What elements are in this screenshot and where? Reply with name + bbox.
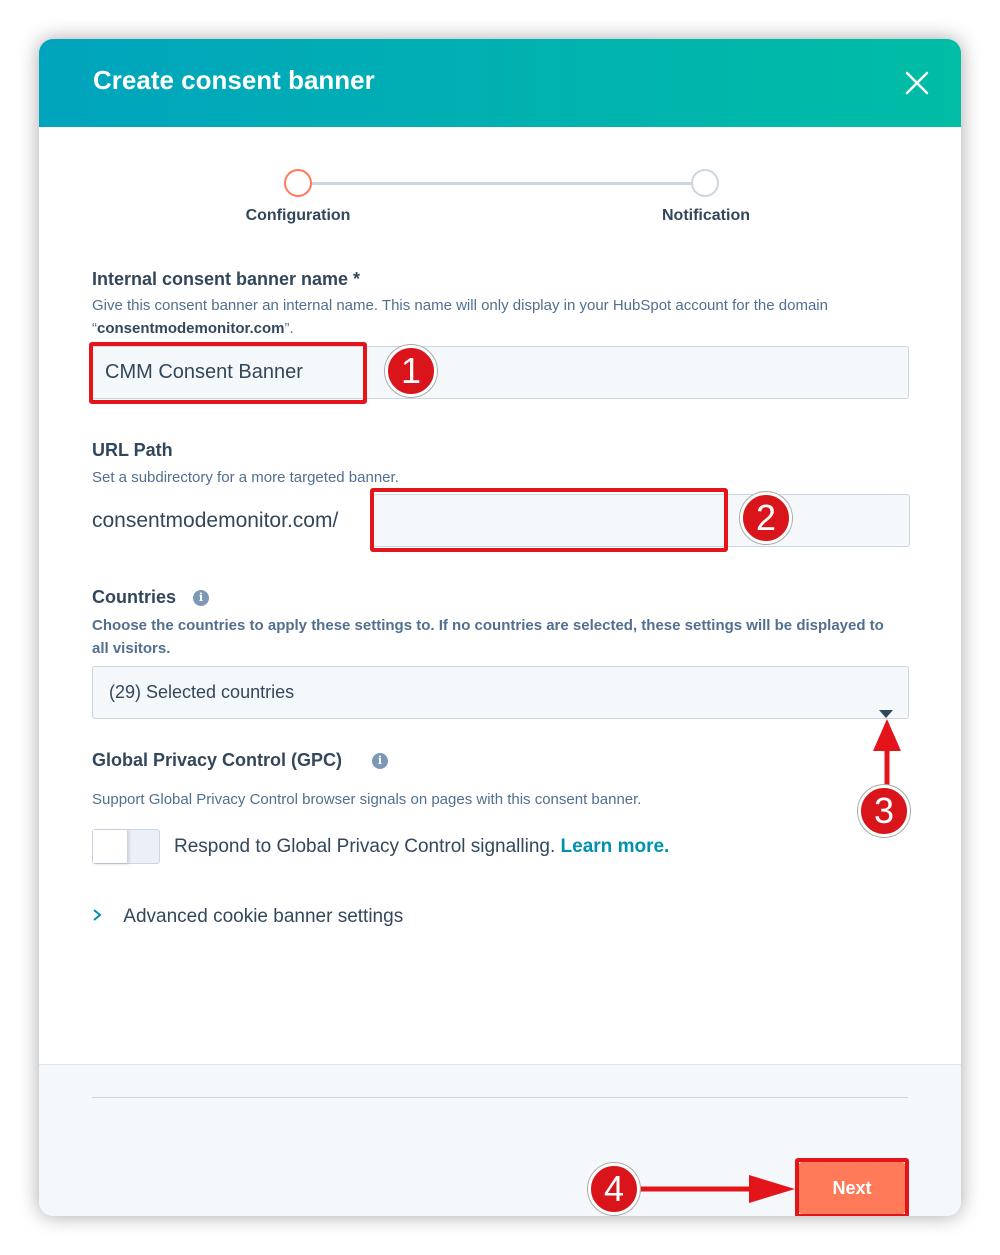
countries-selected-value: (29) Selected countries [109, 682, 295, 702]
gpc-info-icon[interactable]: i [372, 753, 388, 769]
banner-name-label: Internal consent banner name * [92, 269, 361, 289]
gpc-toggle-label: Respond to Global Privacy Control signalling. [174, 836, 556, 857]
step-notification-label: Notification [662, 207, 750, 224]
modal-title: Create consent banner [93, 65, 375, 95]
stepper-connector [312, 182, 702, 185]
learn-more-link[interactable]: Learn more. [560, 836, 670, 857]
modal-footer [39, 1064, 961, 1216]
url-path-help: Set a subdirectory for a more targeted banner. [92, 469, 399, 486]
step-configuration-indicator [284, 169, 312, 197]
chevron-right-icon [92, 906, 112, 928]
annotation-badge-2: 2 [740, 492, 792, 544]
step-configuration-label: Configuration [245, 207, 351, 224]
annotation-arrow-4 [639, 1171, 799, 1207]
info-icon[interactable]: i [193, 590, 209, 606]
create-consent-banner-modal [39, 39, 961, 1216]
step-notification-indicator [691, 169, 719, 197]
help-domain: consentmodemonitor.com [97, 320, 285, 337]
countries-help: Choose the countries to apply these settings to. If no countries are selected, these settings will be displayed to all visitors. [92, 617, 884, 657]
gpc-label: Global Privacy Control (GPC) [92, 750, 343, 770]
gpc-toggle[interactable] [92, 829, 160, 864]
countries-label: Countries [92, 587, 177, 607]
url-path-prefix: consentmodemonitor.com/ [92, 509, 339, 532]
banner-name-help: Give this consent banner an internal name. This name will only display in your HubSpot account for the domain “consentmodemonitor.com”. [92, 297, 828, 337]
countries-select[interactable] [92, 666, 909, 719]
advanced-settings-label: Advanced cookie banner settings [123, 906, 404, 927]
gpc-toggle-label-row [174, 836, 669, 858]
annotation-badge-1: 1 [385, 345, 437, 397]
url-path-label: URL Path [92, 440, 173, 460]
modal-header [39, 39, 961, 127]
annotation-badge-4: 4 [588, 1163, 640, 1215]
annotation-box-1 [89, 342, 367, 404]
footer-divider [92, 1097, 908, 1098]
annotation-badge-3: 3 [858, 785, 910, 837]
next-button[interactable]: Next [799, 1162, 905, 1214]
toggle-knob [93, 830, 128, 863]
annotation-box-2 [370, 488, 728, 552]
close-icon[interactable] [901, 67, 933, 99]
advanced-settings-expander[interactable] [92, 906, 403, 928]
gpc-help: Support Global Privacy Control browser signals on pages with this consent banner. [92, 791, 642, 808]
